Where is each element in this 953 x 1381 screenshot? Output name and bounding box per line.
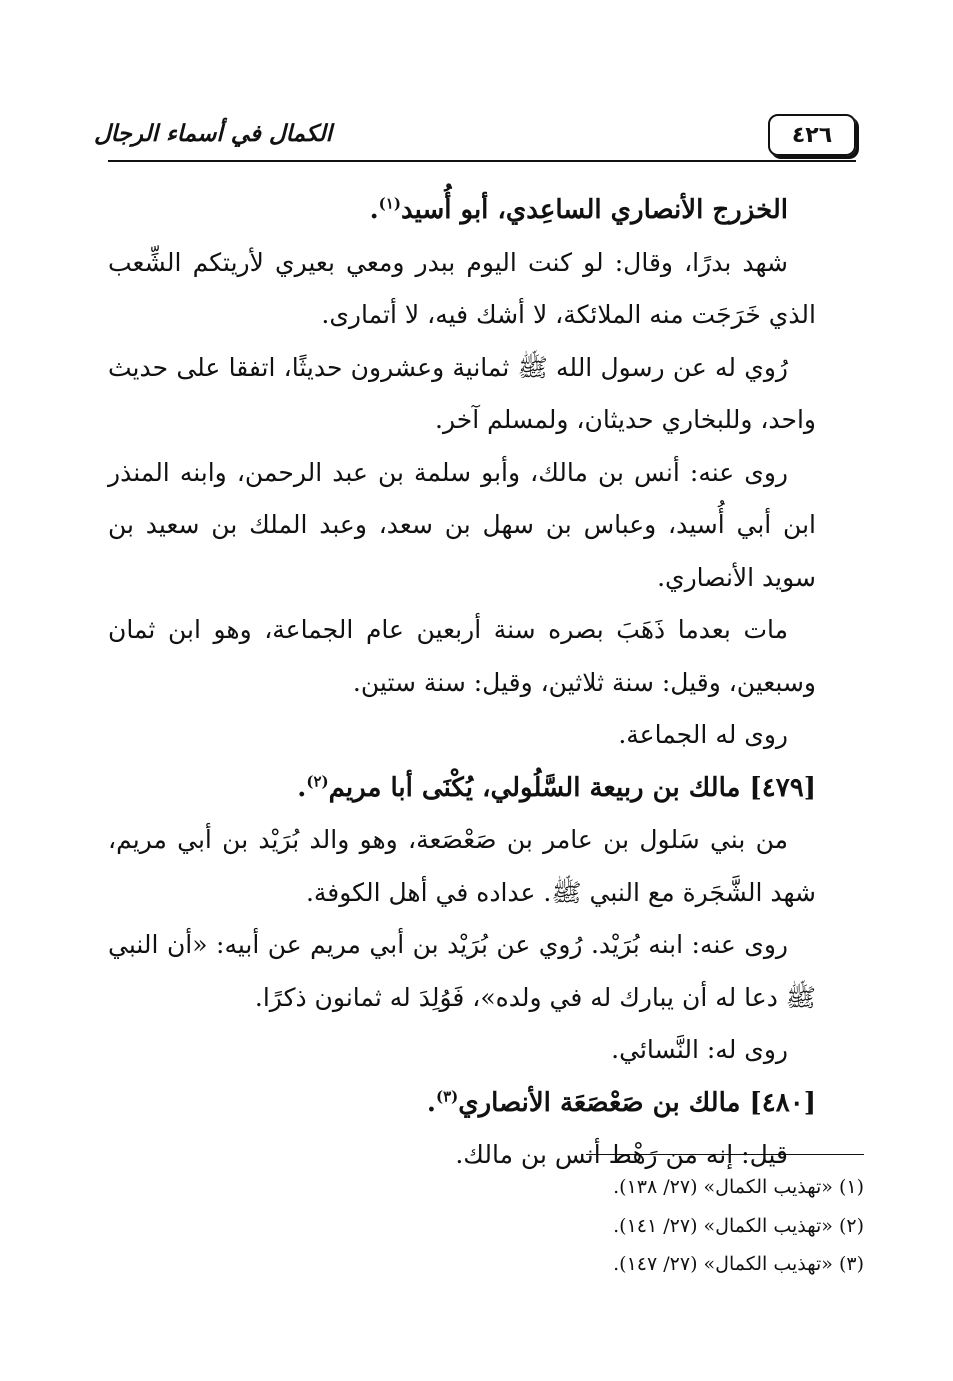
header-rule xyxy=(108,160,856,162)
footnote-ref: (٣) xyxy=(435,1086,459,1105)
heading-tail: . xyxy=(369,195,379,225)
footnote: (٣) «تهذيب الكمال» (٢٧/ ١٤٧). xyxy=(613,1253,864,1275)
footnote-ref: (١) xyxy=(378,194,401,213)
page-number: ٤٢٦ xyxy=(768,114,856,156)
entry-heading xyxy=(108,1077,816,1130)
footnote: (٢) «تهذيب الكمال» (٢٧/ ١٤١). xyxy=(613,1214,864,1237)
heading-tail: . xyxy=(297,772,307,803)
paragraph: قيل: إنه من رَهْط أنس بن مالك. xyxy=(455,1140,788,1169)
entry-heading-text: الخزرج الأنصاري الساعِدي، أبو أُسيد xyxy=(400,195,788,225)
paragraph: من بني سَلول بن عامر بن صَعْصَعة، وهو والد بُرَيْد بن أبي مريم، شهد الشَّجَرة مع النبي ﷺ. عداده في أهل الكوفة. xyxy=(108,825,816,907)
paragraph: روى له: النَّسائي. xyxy=(611,1035,788,1064)
footnotes xyxy=(108,1168,864,1284)
page-header xyxy=(93,108,856,164)
paragraph: شهد بدرًا، وقال: لو كنت اليوم ببدر ومعي بعيري لأريتكم الشِّعب الذي خَرَجَت منه الملائكة، لا أشك فيه، لا أتمارى. xyxy=(108,247,816,329)
footnote-ref: (٢) xyxy=(306,771,329,790)
main-text xyxy=(108,184,816,1182)
entry-heading xyxy=(108,762,816,815)
paragraph: روى عنه: ابنه بُرَيْد. رُوي عن بُرَيْد بن أبي مريم عن أبيه: «أن النبي ﷺ دعا له أن يبارك له في ولده»، فَوُلِدَ له ثمانون ذكرًا. xyxy=(108,930,816,1012)
heading-tail: . xyxy=(426,1087,436,1118)
paragraph: مات بعدما ذَهَبَ بصره سنة أربعين عام الجماعة، وهو ابن ثمان وسبعين، وقيل: سنة ثلاثين، وقيل: سنة ستين. xyxy=(108,615,816,697)
paragraph: رُوي له عن رسول الله ﷺ ثمانية وعشرون حديثًا، اتفقا على حديث واحد، وللبخاري حديثان، ولمسلم آخر. xyxy=(108,352,816,434)
book-title: الكمال في أسماء الرجال xyxy=(93,119,333,147)
entry-heading-text: [٤٧٩] مالك بن ربيعة السَّلُولي، يُكْنَى أبا مريم xyxy=(328,772,816,803)
entry-heading xyxy=(108,184,816,237)
paragraph: روى له الجماعة. xyxy=(618,720,788,749)
footnote: (١) «تهذيب الكمال» (٢٧/ ١٣٨). xyxy=(613,1176,864,1198)
paragraph: روى عنه: أنس بن مالك، وأبو سلمة بن عبد الرحمن، وابنه المنذر ابن أبي أُسيد، وعباس بن سهل بن سعد، وعبد الملك بن سعيد بن سويد الأنصاري. xyxy=(108,457,816,592)
footnote-rule xyxy=(586,1154,864,1155)
entry-heading-text: [٤٨٠] مالك بن صَعْصَعَة الأنصاري xyxy=(458,1087,816,1118)
